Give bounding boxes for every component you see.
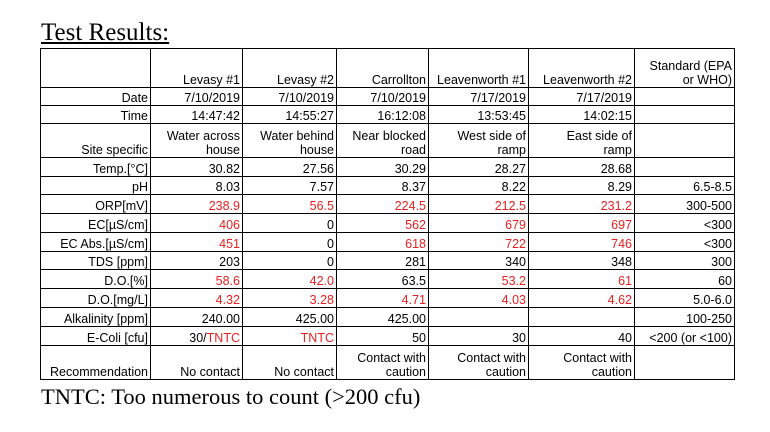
table-cell: 8.03	[151, 177, 243, 195]
table-row	[41, 195, 735, 214]
table-cell: Near blocked road	[337, 124, 429, 158]
table-cell: 40	[529, 327, 635, 346]
table-cell: 6.5-8.5	[635, 177, 735, 195]
table-row	[41, 214, 735, 233]
table-cell: 100-250	[635, 308, 735, 327]
column-header: Levasy #2	[243, 49, 337, 88]
table-cell: 5.0-6.0	[635, 289, 735, 308]
table-cell: 224.5	[337, 195, 429, 214]
table-row	[41, 177, 735, 195]
table-cell	[635, 158, 735, 177]
table-cell: <300	[635, 233, 735, 252]
table-cell: 7/10/2019	[243, 88, 337, 106]
table-cell: 451	[151, 233, 243, 252]
table-cell: 238.9	[151, 195, 243, 214]
table-cell: 13:53:45	[429, 106, 529, 124]
table-cell: 28.68	[529, 158, 635, 177]
row-label: D.O.[mg/L]	[41, 289, 151, 308]
column-header: Standard (EPA or WHO)	[635, 49, 735, 88]
table-cell: 14:02:15	[529, 106, 635, 124]
table-cell	[635, 124, 735, 158]
table-cell: 722	[429, 233, 529, 252]
table-cell: 53.2	[429, 270, 529, 289]
table-cell	[635, 106, 735, 124]
table-cell: 7/10/2019	[151, 88, 243, 106]
table-cell: 50	[337, 327, 429, 346]
column-header: Leavenworth #1	[429, 49, 529, 88]
table-cell: 7.57	[243, 177, 337, 195]
page-title: Test Results:	[41, 19, 170, 46]
table-cell: West side of ramp	[429, 124, 529, 158]
row-label: Time	[41, 106, 151, 124]
cell-part: 30/	[189, 331, 207, 345]
row-label: EC[µS/cm]	[41, 214, 151, 233]
table-cell: 0	[243, 233, 337, 252]
table-cell: 300-500	[635, 195, 735, 214]
table-cell: 61	[529, 270, 635, 289]
table-cell: 4.03	[429, 289, 529, 308]
table-cell: 231.2	[529, 195, 635, 214]
table-cell	[635, 88, 735, 106]
table-row	[41, 308, 735, 327]
table-cell: 300	[635, 252, 735, 270]
table-cell: No contact	[243, 346, 337, 380]
cell-part: TNTC	[206, 331, 240, 345]
column-header: Leavenworth #2	[529, 49, 635, 88]
table-cell: 3.28	[243, 289, 337, 308]
table-row	[41, 289, 735, 308]
table-cell: 281	[337, 252, 429, 270]
table-cell: 348	[529, 252, 635, 270]
footnote: TNTC: Too numerous to count (>200 cfu)	[41, 384, 421, 409]
table-cell: 0	[243, 214, 337, 233]
table-row	[41, 346, 735, 380]
row-label: Date	[41, 88, 151, 106]
table-cell: 28.27	[429, 158, 529, 177]
column-header: Levasy #1	[151, 49, 243, 88]
table-cell: 618	[337, 233, 429, 252]
row-label: Temp.[°C]	[41, 158, 151, 177]
row-label: ORP[mV]	[41, 195, 151, 214]
table-cell: 27.56	[243, 158, 337, 177]
table-cell: 679	[429, 214, 529, 233]
table-cell: 425.00	[243, 308, 337, 327]
table-cell: 4.71	[337, 289, 429, 308]
table-cell	[151, 327, 243, 346]
table-row	[41, 124, 735, 158]
table-row	[41, 233, 735, 252]
table-cell: 56.5	[243, 195, 337, 214]
row-label: EC Abs.[µS/cm]	[41, 233, 151, 252]
table-cell: 697	[529, 214, 635, 233]
table-cell: 562	[337, 214, 429, 233]
table-cell: 4.62	[529, 289, 635, 308]
table-cell: 8.37	[337, 177, 429, 195]
table-cell: 16:12:08	[337, 106, 429, 124]
table-cell: 425.00	[337, 308, 429, 327]
row-label: D.O.[%]	[41, 270, 151, 289]
table-cell: 4.32	[151, 289, 243, 308]
table-cell: <200 (or <100)	[635, 327, 735, 346]
table-cell: East side of ramp	[529, 124, 635, 158]
row-label: Recommendation	[41, 346, 151, 380]
table-cell: Contact with caution	[337, 346, 429, 380]
row-label: Site specific	[41, 124, 151, 158]
table-cell: 7/17/2019	[429, 88, 529, 106]
table-row	[41, 88, 735, 106]
table-row	[41, 106, 735, 124]
table-cell: Contact with caution	[429, 346, 529, 380]
table-cell: 63.5	[337, 270, 429, 289]
table-row	[41, 252, 735, 270]
table-cell	[429, 308, 529, 327]
column-header: Carrollton	[337, 49, 429, 88]
table-cell	[635, 346, 735, 380]
table-row	[41, 327, 735, 346]
table-cell: TNTC	[243, 327, 337, 346]
table-cell: 14:47:42	[151, 106, 243, 124]
table-row	[41, 158, 735, 177]
table-cell: 212.5	[429, 195, 529, 214]
row-label: E-Coli [cfu]	[41, 327, 151, 346]
table-cell: 58.6	[151, 270, 243, 289]
table-cell: Water behind house	[243, 124, 337, 158]
row-label: Alkalinity [ppm]	[41, 308, 151, 327]
table-cell: 0	[243, 252, 337, 270]
header-row	[41, 49, 735, 88]
table-cell: 7/10/2019	[337, 88, 429, 106]
table-cell: 8.29	[529, 177, 635, 195]
table-cell: 60	[635, 270, 735, 289]
table-cell: 30	[429, 327, 529, 346]
table-cell: 14:55:27	[243, 106, 337, 124]
table-cell: 340	[429, 252, 529, 270]
results-table	[40, 48, 735, 380]
table-cell	[529, 308, 635, 327]
table-cell: Contact with caution	[529, 346, 635, 380]
table-cell: No contact	[151, 346, 243, 380]
row-label: pH	[41, 177, 151, 195]
table-cell: 7/17/2019	[529, 88, 635, 106]
table-cell: 30.82	[151, 158, 243, 177]
header-corner-cell	[41, 49, 151, 88]
table-cell: 42.0	[243, 270, 337, 289]
table-cell: Water across house	[151, 124, 243, 158]
table-cell: 30.29	[337, 158, 429, 177]
row-label: TDS [ppm]	[41, 252, 151, 270]
table-row	[41, 270, 735, 289]
table-cell: 240.00	[151, 308, 243, 327]
table-cell: 746	[529, 233, 635, 252]
table-cell: 203	[151, 252, 243, 270]
table-cell: 406	[151, 214, 243, 233]
table-cell: 8.22	[429, 177, 529, 195]
table-cell: <300	[635, 214, 735, 233]
